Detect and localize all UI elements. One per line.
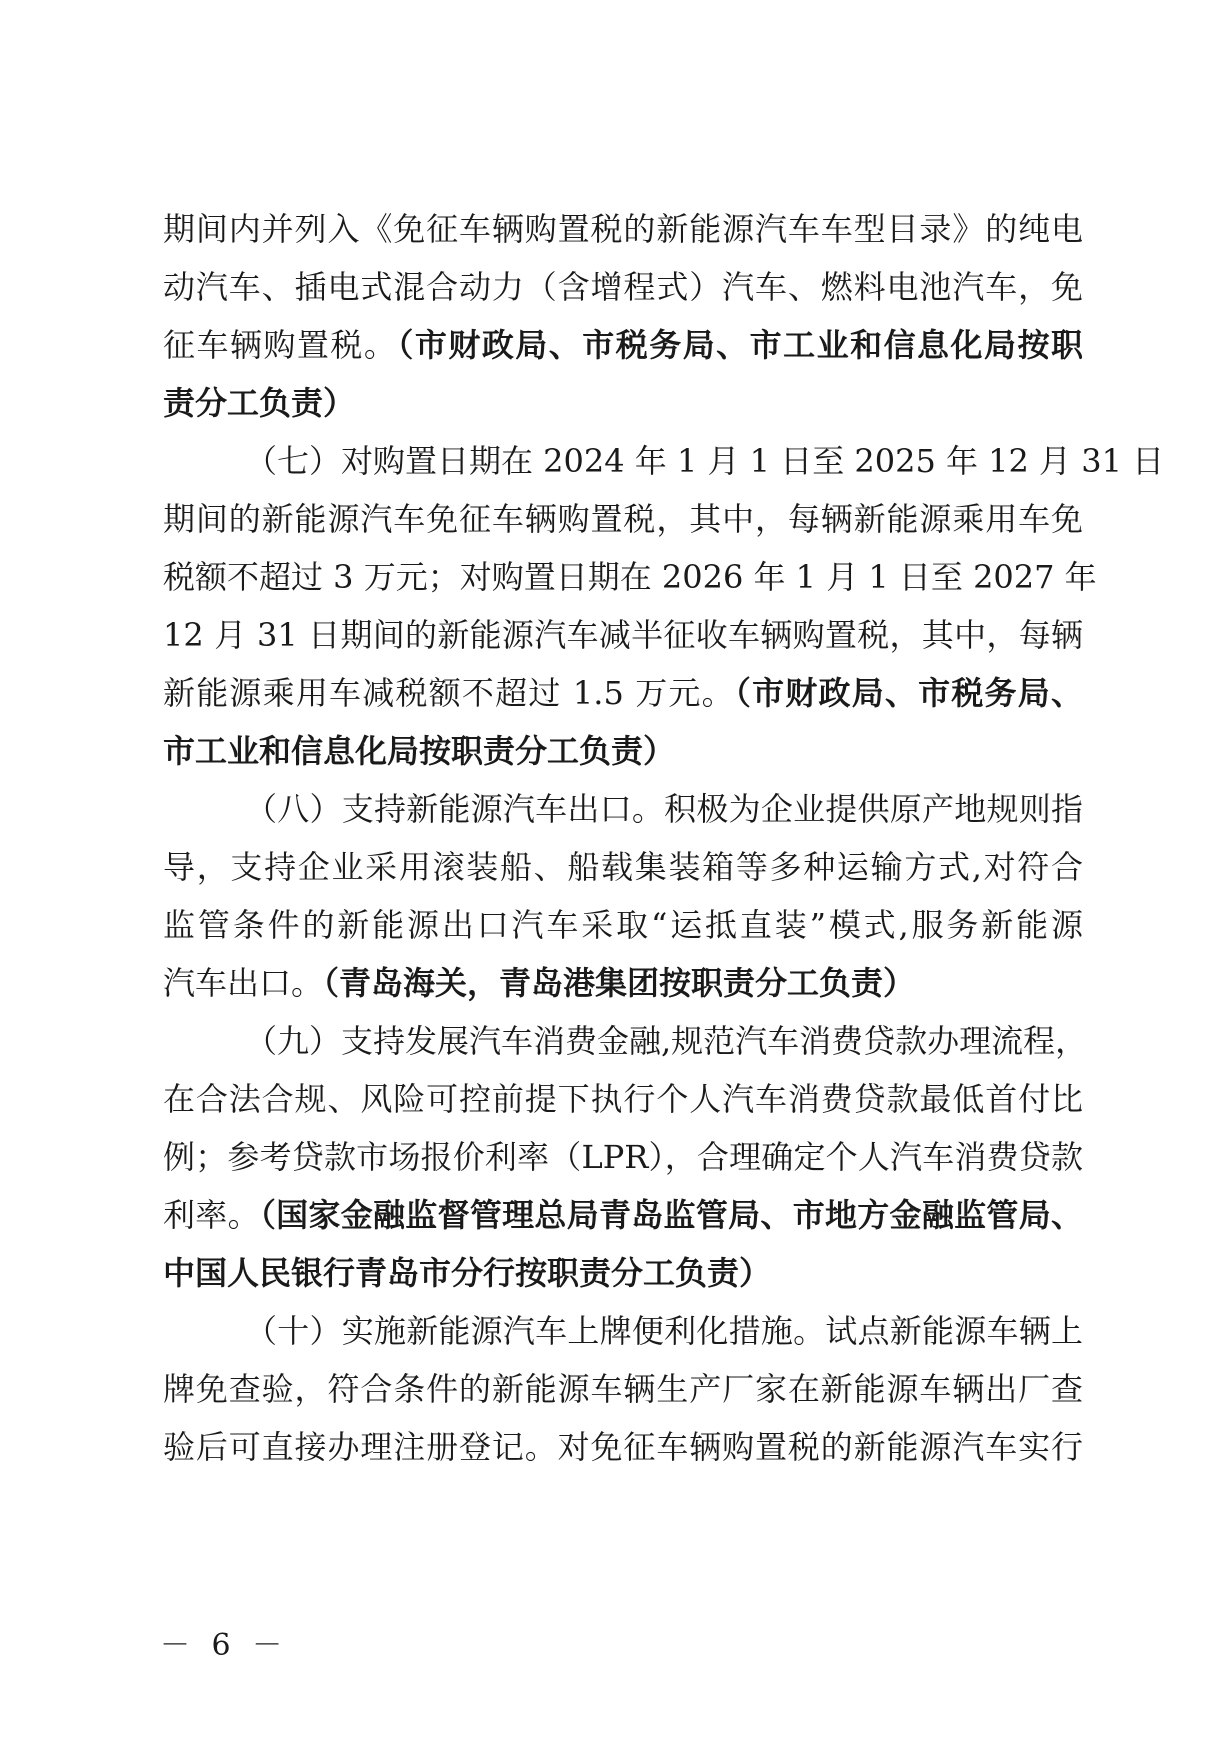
text-line: 中国人民银行青岛市分行按职责分工负责） bbox=[163, 1254, 772, 1292]
text-line: 例；参考贷款市场报价利率（LPR），合理确定个人汽车消费贷款 bbox=[163, 1138, 1083, 1176]
text-line: 责分工负责） bbox=[163, 384, 356, 422]
text-line: （九）支持发展汽车消费金融,规范汽车消费贷款办理流程， bbox=[245, 1022, 1088, 1060]
text-line: 新能源乘用车减税额不超过 1.5 万元。（市财政局、市税务局、 bbox=[163, 674, 1083, 712]
text-line: 市工业和信息化局按职责分工负责） bbox=[163, 732, 676, 770]
document-body bbox=[163, 200, 1165, 1476]
text-line: （七）对购置日期在 2024 年 1 月 1 日至 2025 年 12 月 31 日 bbox=[245, 442, 1165, 480]
text-line: 期间内并列入《免征车辆购置税的新能源汽车车型目录》的纯电 bbox=[163, 210, 1083, 248]
text-line: 税额不超过 3 万元；对购置日期在 2026 年 1 月 1 日至 2027 年 bbox=[163, 558, 1097, 596]
text-line: 汽车出口。（青岛海关，青岛港集团按职责分工负责） bbox=[163, 964, 916, 1002]
text-line: 动汽车、插电式混合动力（含增程式）汽车、燃料电池汽车，免 bbox=[163, 268, 1083, 306]
text-line: 监管条件的新能源出口汽车采取“运抵直装”模式,服务新能源 bbox=[163, 906, 1083, 944]
text-line: 验后可直接办理注册登记。对免征车辆购置税的新能源汽车实行 bbox=[163, 1428, 1083, 1466]
text-line: 牌免查验，符合条件的新能源车辆生产厂家在新能源车辆出厂查 bbox=[163, 1370, 1083, 1408]
text-line: 12 月 31 日期间的新能源汽车减半征收车辆购置税，其中，每辆 bbox=[163, 616, 1083, 654]
text-line: 征车辆购置税。（市财政局、市税务局、市工业和信息化局按职 bbox=[163, 326, 1083, 364]
page-number: － 6 － bbox=[160, 1628, 289, 1663]
text-line: 利率。（国家金融监督管理总局青岛监管局、市地方金融监管局、 bbox=[163, 1196, 1083, 1234]
text-line: 在合法合规、风险可控前提下执行个人汽车消费贷款最低首付比 bbox=[163, 1080, 1083, 1118]
text-line: （十）实施新能源汽车上牌便利化措施。试点新能源车辆上 bbox=[245, 1312, 1083, 1350]
text-line: 期间的新能源汽车免征车辆购置税，其中，每辆新能源乘用车免 bbox=[163, 500, 1083, 538]
text-line: （八）支持新能源汽车出口。积极为企业提供原产地规则指 bbox=[245, 790, 1083, 828]
text-line: 导，支持企业采用滚装船、船载集装箱等多种运输方式,对符合 bbox=[163, 848, 1083, 886]
